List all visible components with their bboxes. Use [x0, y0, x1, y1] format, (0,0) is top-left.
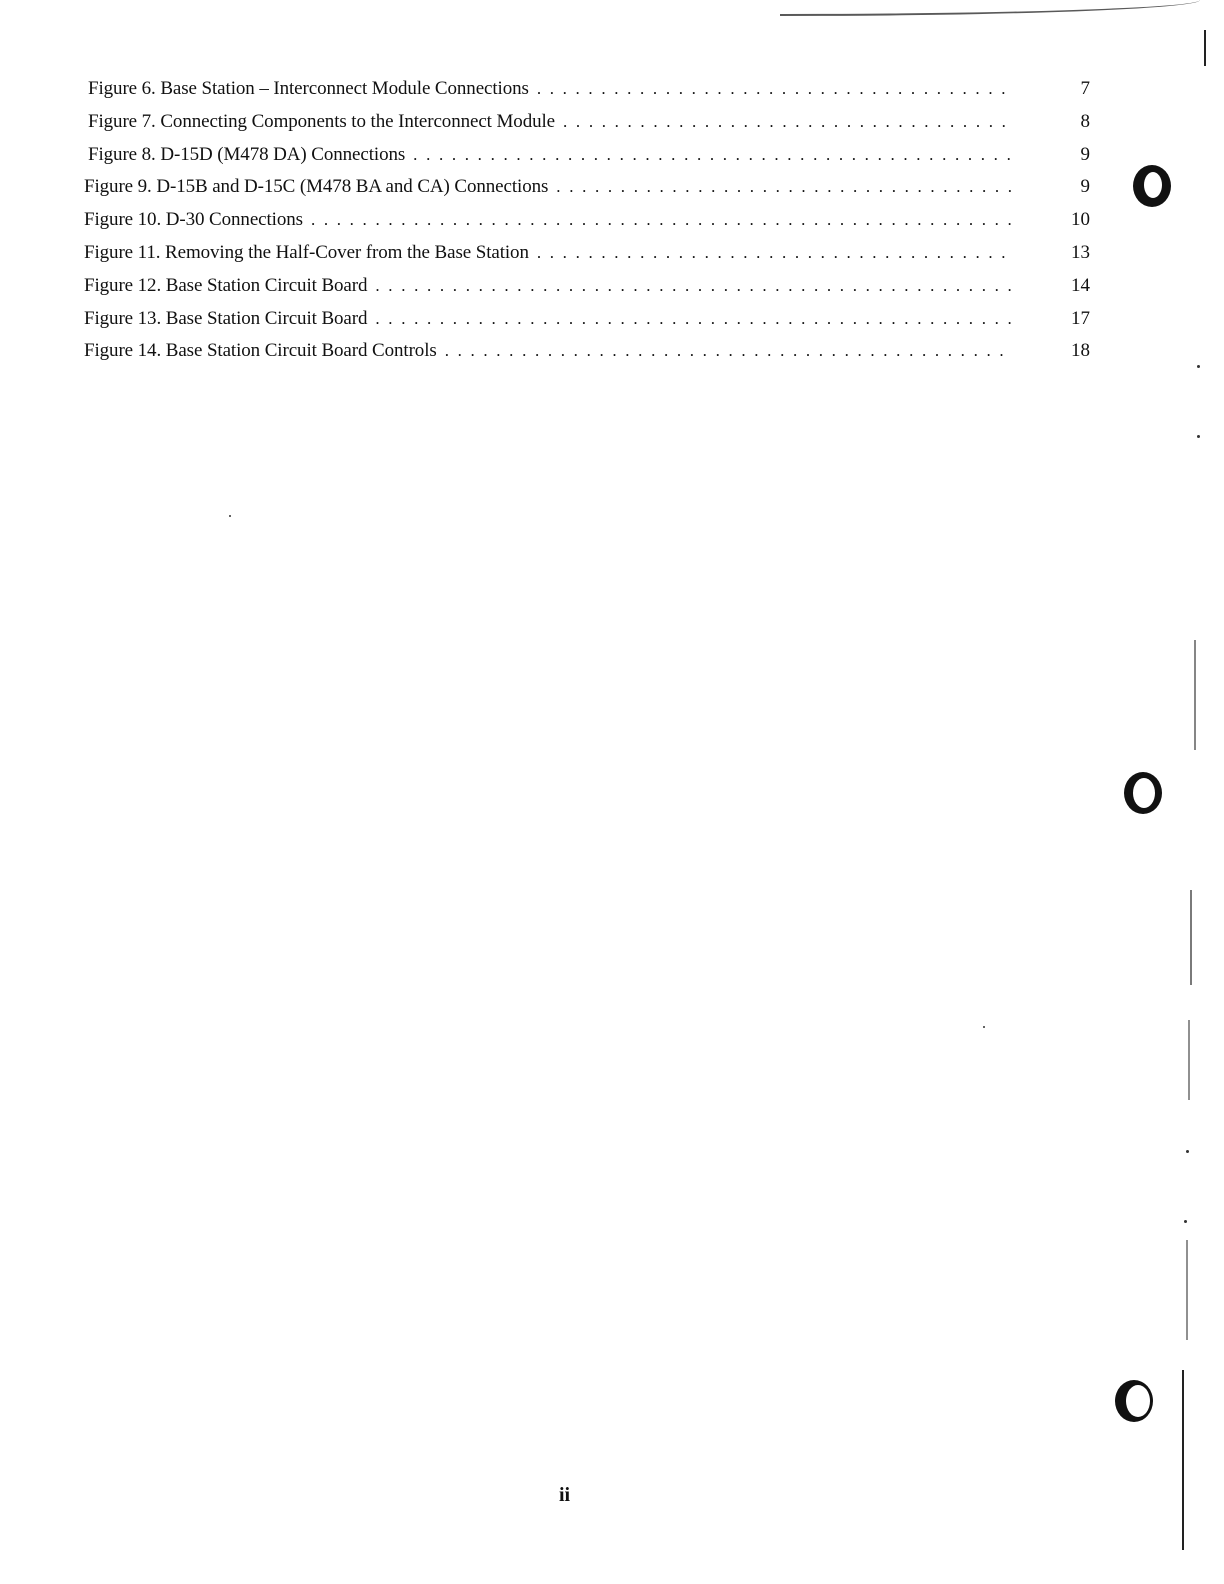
binder-edge-mark [1188, 1020, 1190, 1100]
dot-leader [445, 340, 1012, 362]
toc-entry-page: 14 [1071, 274, 1090, 296]
toc-row-figure-13[interactable] [84, 308, 1094, 341]
toc-entry-page: 17 [1071, 307, 1090, 329]
toc-entry-page: 9 [1080, 176, 1090, 198]
toc-entry-page: 10 [1071, 209, 1090, 231]
toc-row-figure-10[interactable] [84, 209, 1094, 242]
dot-leader [413, 144, 1012, 166]
toc-row-figure-9[interactable] [84, 176, 1094, 209]
binder-edge-mark [1182, 1370, 1184, 1550]
toc-entry-label: Figure 8. D-15D (M478 DA) Connections [88, 143, 406, 165]
toc-entry-label: Figure 6. Base Station – Interconnect Module Connections [88, 78, 529, 99]
toc-entry-label: Figure 13. Base Station Circuit Board [84, 307, 368, 329]
toc-row-figure-7[interactable] [84, 111, 1094, 144]
dot-leader [375, 308, 1012, 330]
punch-hole-icon [1124, 772, 1162, 814]
dot-leader [563, 111, 1012, 133]
toc-row-figure-8[interactable] [84, 144, 1094, 177]
dot-leader [311, 209, 1012, 231]
binder-edge-mark [1190, 890, 1192, 985]
punch-hole-icon [1133, 165, 1171, 207]
toc-entry-label: Figure 9. D-15B and D-15C (M478 BA and CA) Connections [84, 176, 549, 198]
list-of-figures [84, 78, 1094, 373]
toc-row-figure-12[interactable] [84, 275, 1094, 308]
scan-speck [1197, 435, 1200, 438]
dot-leader [537, 242, 1012, 264]
toc-entry-label: Figure 10. D-30 Connections [84, 209, 303, 231]
toc-entry-page: 9 [1080, 143, 1090, 165]
scan-speck [983, 1026, 985, 1028]
binder-edge-mark [1186, 1240, 1188, 1340]
toc-entry-page: 18 [1071, 340, 1090, 362]
dot-leader [556, 176, 1012, 198]
toc-entry-label: Figure 12. Base Station Circuit Board [84, 274, 368, 296]
page-number: ii [559, 1484, 571, 1506]
toc-entry-label: Figure 14. Base Station Circuit Board Controls [84, 340, 437, 362]
binder-edge-mark [1204, 30, 1206, 66]
toc-entry-label: Figure 11. Removing the Half-Cover from the Base Station [84, 241, 529, 263]
toc-entry-page: 8 [1080, 110, 1090, 132]
scan-speck [1197, 365, 1200, 368]
toc-entry-label: Figure 7. Connecting Components to the Interconnect Module [88, 110, 556, 132]
toc-row-figure-11[interactable] [84, 242, 1094, 275]
scan-speck [229, 515, 231, 517]
punch-hole-icon [1115, 1380, 1153, 1422]
scan-speck [1184, 1220, 1187, 1223]
scan-top-edge [780, 0, 1200, 16]
toc-entry-page: 7 [1080, 78, 1090, 99]
dot-leader [537, 78, 1012, 100]
scan-speck [1186, 1150, 1189, 1153]
dot-leader [375, 275, 1012, 297]
toc-row-figure-6[interactable] [84, 78, 1094, 111]
binder-edge-mark [1194, 640, 1196, 750]
toc-row-figure-14[interactable] [84, 340, 1094, 373]
toc-entry-page: 13 [1071, 241, 1090, 263]
